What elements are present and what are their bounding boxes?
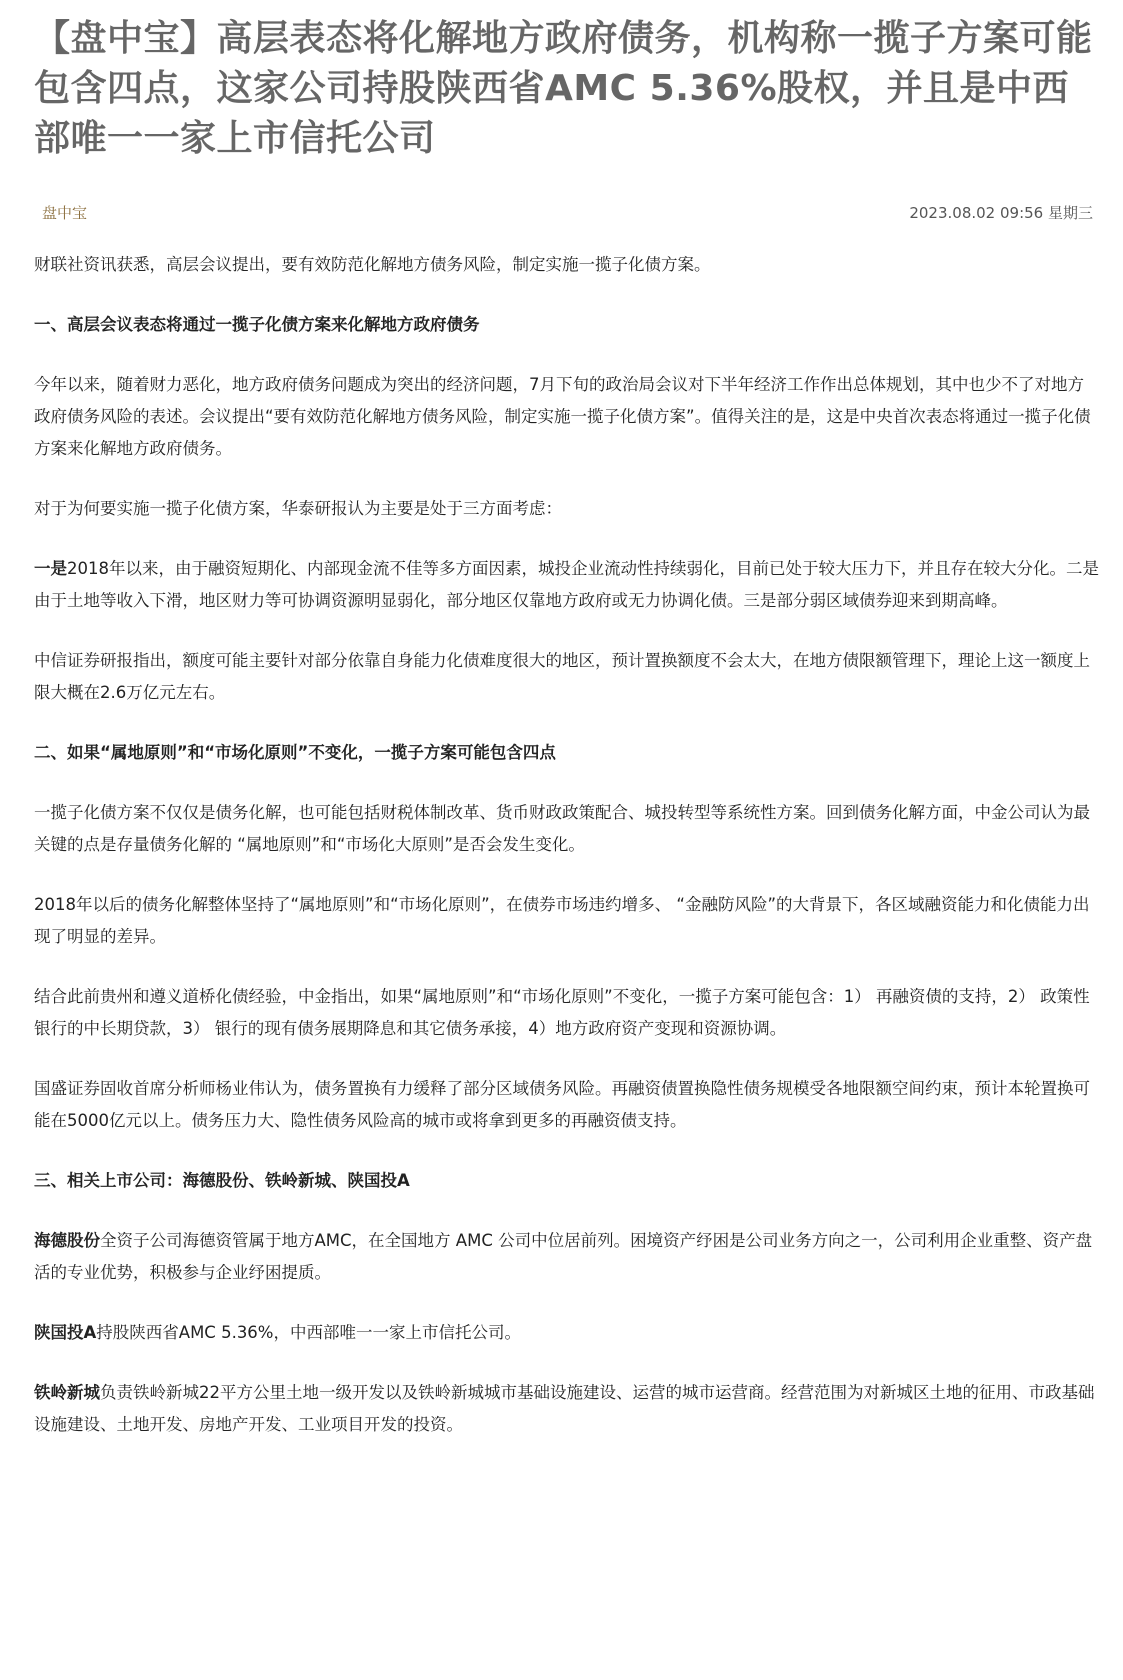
section-heading-3: 三、相关上市公司：海德股份、铁岭新城、陕国投A [34,1171,410,1190]
section1-paragraph-3-text: 2018年以来，由于融资短期化、内部现金流不佳等多方面因素，城投企业流动性持续弱化，目前已处于较大压力下，并且存在较大分化。二是由于土地等收入下滑，地区财力等可协调资源明显弱化，部分地区仅靠地方政府或无力协调化债。三是部分弱区域债券迎来到期高峰。 [34,559,1099,610]
company-name-haide: 海德股份 [34,1231,100,1250]
article-meta [34,202,1099,223]
article-body [34,249,1099,1441]
article-source[interactable]: 盘中宝 [42,204,88,222]
section1-paragraph-3 [34,553,1099,617]
section2-paragraph-3: 结合此前贵州和遵义道桥化债经验，中金指出，如果“属地原则”和“市场化原则”不变化，一揽子方案可能包含：1） 再融资债的支持，2） 政策性银行的中长期贷款，3） 银行的现有债务展期降息和其它债务承接，4）地方政府资产变现和资源协调。 [34,987,1090,1038]
company-name-tieling: 铁岭新城 [34,1383,100,1402]
section2-paragraph-1: 一揽子化债方案不仅仅是债务化解，也可能包括财税体制改革、货币财政政策配合、城投转型等系统性方案。回到债务化解方面，中金公司认为最关键的点是存量债务化解的 “属地原则”和“市场化大原则”是否会发生变化。 [34,803,1090,854]
company-paragraph-shaanguotou [34,1317,1099,1349]
section1-paragraph-1: 今年以来，随着财力恶化，地方政府债务问题成为突出的经济问题，7月下旬的政治局会议对下半年经济工作作出总体规划，其中也少不了对地方政府债务风险的表述。会议提出“要有效防范化解地方债务风险，制定实施一揽子化债方案”。值得关注的是，这是中央首次表态将通过一揽子化债方案来化解地方政府债务。 [34,375,1091,458]
company-text-shaanguotou: 持股陕西省AMC 5.36%，中西部唯一一家上市信托公司。 [96,1323,521,1342]
section-heading-1: 一、高层会议表态将通过一揽子化债方案来化解地方政府债务 [34,315,480,334]
intro-paragraph: 财联社资讯获悉，高层会议提出，要有效防范化解地方债务风险，制定实施一揽子化债方案。 [34,255,711,274]
company-text-haide: 全资子公司海德资管属于地方AMC，在全国地方 AMC 公司中位居前列。困境资产纾困是公司业务方向之一，公司利用企业重整、资产盘活的专业优势，积极参与企业纾困提质。 [34,1231,1093,1282]
company-paragraph-tieling [34,1377,1099,1441]
section2-paragraph-2: 2018年以后的债务化解整体坚持了“属地原则”和“市场化原则”，在债券市场违约增多、 “金融防风险”的大背景下，各区域融资能力和化债能力出现了明显的差异。 [34,895,1090,946]
company-paragraph-haide [34,1225,1099,1289]
section1-paragraph-3-lead: 一是 [34,559,67,578]
company-name-shaanguotou: 陕国投A [34,1323,97,1342]
company-text-tieling: 负责铁岭新城22平方公里土地一级开发以及铁岭新城城市基础设施建设、运营的城市运营商。经营范围为对新城区土地的征用、市政基础设施建设、土地开发、房地产开发、工业项目开发的投资。 [34,1383,1095,1434]
article-title: 【盘中宝】高层表态将化解地方政府债务，机构称一揽子方案可能包含四点，这家公司持股陕西省AMC 5.36%股权，并且是中西部唯一一家上市信托公司 [34,18,1093,159]
article-datetime: 2023.08.02 09:56 星期三 [909,204,1093,222]
section1-paragraph-2: 对于为何要实施一揽子化债方案，华泰研报认为主要是处于三方面考虑： [34,499,562,518]
section2-paragraph-4: 国盛证券固收首席分析师杨业伟认为，债务置换有力缓释了部分区域债务风险。再融资债置换隐性债务规模受各地限额空间约束，预计本轮置换可能在5000亿元以上。债务压力大、隐性债务风险高的城市或将拿到更多的再融资债支持。 [34,1079,1090,1130]
section1-paragraph-4: 中信证券研报指出，额度可能主要针对部分依靠自身能力化债难度很大的地区，预计置换额度不会太大，在地方债限额管理下，理论上这一额度上限大概在2.6万亿元左右。 [34,651,1090,702]
section-heading-2: 二、如果“属地原则”和“市场化原则”不变化，一揽子方案可能包含四点 [34,743,556,762]
